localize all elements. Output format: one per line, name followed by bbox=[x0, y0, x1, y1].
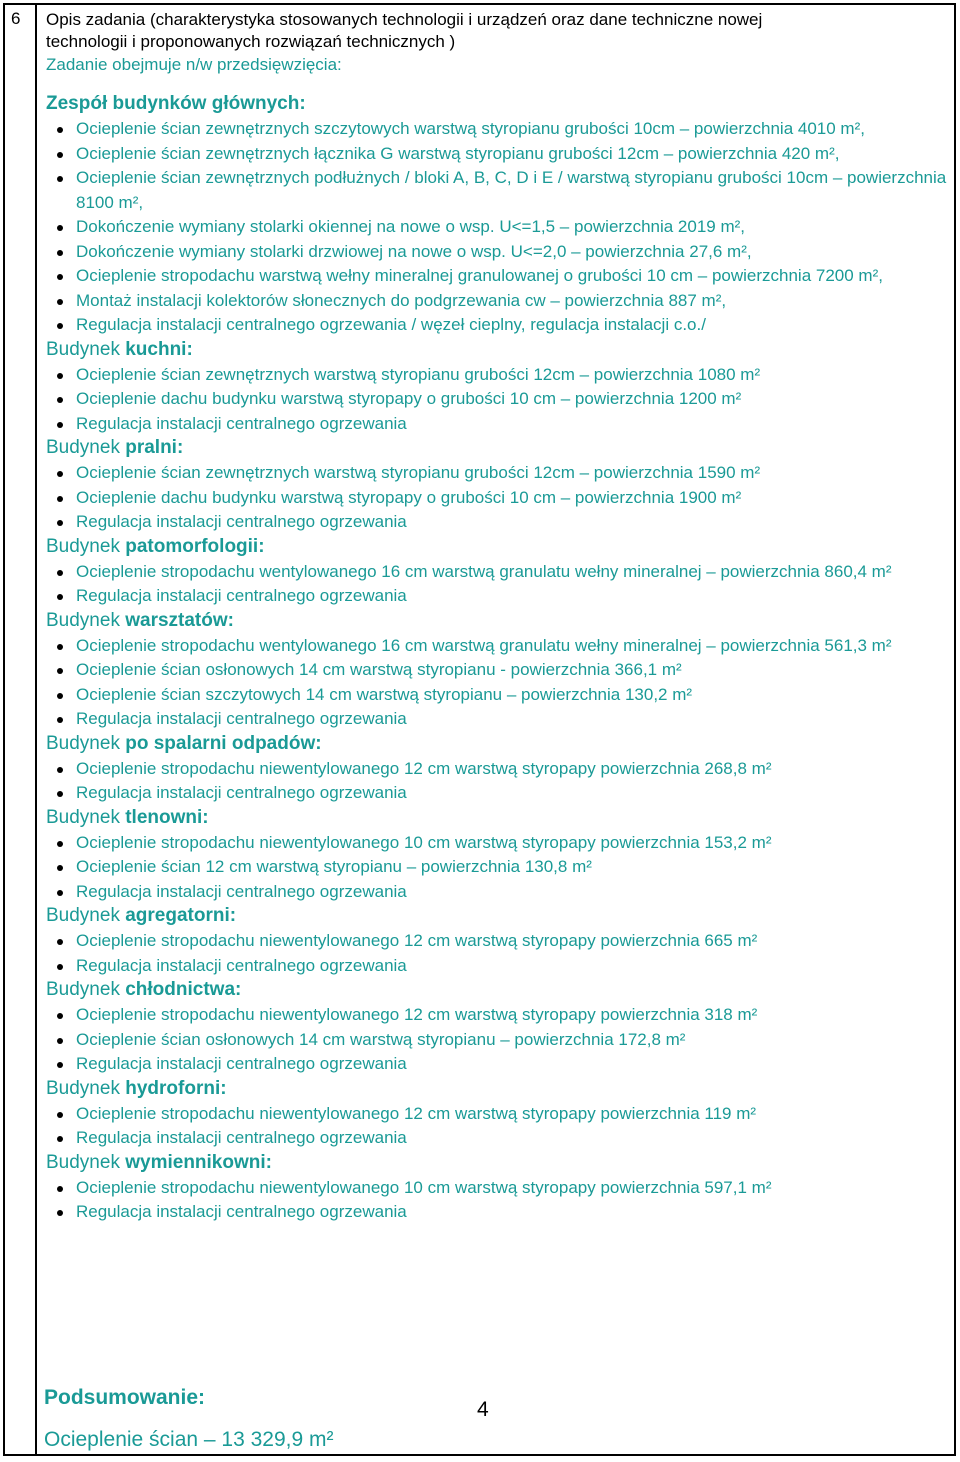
section-title: Budynek chłodnictwa: bbox=[46, 979, 242, 1000]
list-item: Regulacja instalacji centralnego ogrzewania bbox=[46, 1052, 950, 1077]
section-items bbox=[46, 1176, 950, 1225]
section-items bbox=[46, 117, 950, 338]
section-title: Budynek wymiennikowni: bbox=[46, 1151, 272, 1173]
list-item: Ocieplenie stropodachu wentylowanego 16 cm warstwą granulatu wełny mineralnej – powierzchnia 561,3 m² bbox=[46, 634, 950, 659]
section-title: Budynek kuchni: bbox=[46, 338, 193, 360]
page-number: 4 bbox=[477, 1398, 489, 1421]
header-line-2: technologii i proponowanych rozwiązań technicznych ) bbox=[46, 32, 456, 51]
list-item: Regulacja instalacji centralnego ogrzewania bbox=[46, 584, 950, 609]
section-title: Zespół budynków głównych: bbox=[46, 93, 306, 114]
list-item: Ocieplenie ścian zewnętrznych podłużnych / bloki A, B, C, D i E / warstwą styropianu grubości 10cm – powierzchnia 8100 m², bbox=[46, 166, 950, 215]
list-item: Ocieplenie ścian zewnętrznych warstwą styropianu grubości 12cm – powierzchnia 1590 m² bbox=[46, 461, 950, 486]
list-item: Montaż instalacji kolektorów słonecznych do podgrzewania cw – powierzchnia 887 m², bbox=[46, 289, 950, 314]
list-item: Regulacja instalacji centralnego ogrzewania bbox=[46, 510, 950, 535]
description-cell bbox=[46, 9, 950, 1225]
list-item: Ocieplenie stropodachu niewentylowanego 12 cm warstwą styropapy powierzchnia 665 m² bbox=[46, 929, 950, 954]
list-item: Ocieplenie stropodachu niewentylowanego 12 cm warstwą styropapy powierzchnia 318 m² bbox=[46, 1003, 950, 1028]
list-item: Ocieplenie stropodachu niewentylowanego 12 cm warstwą styropapy powierzchnia 268,8 m² bbox=[46, 757, 950, 782]
section-items bbox=[46, 1102, 950, 1151]
list-item: Regulacja instalacji centralnego ogrzewania bbox=[46, 412, 950, 437]
section-title: Budynek pralni: bbox=[46, 437, 184, 458]
list-item: Ocieplenie ścian zewnętrznych łącznika G warstwą styropianu grubości 12cm – powierzchnia 420 m², bbox=[46, 142, 950, 167]
row-number-column bbox=[5, 5, 37, 1454]
section-title: Budynek tlenowni: bbox=[46, 806, 209, 828]
list-item: Regulacja instalacji centralnego ogrzewania bbox=[46, 880, 950, 905]
list-item: Dokończenie wymiany stolarki drzwiowej na nowe o wsp. U<=2,0 – powierzchnia 27,6 m², bbox=[46, 240, 950, 265]
row-number: 6 bbox=[11, 9, 21, 28]
list-item: Ocieplenie stropodachu niewentylowanego 10 cm warstwą styropapy powierzchnia 597,1 m² bbox=[46, 1176, 950, 1201]
section-items bbox=[46, 1003, 950, 1077]
section-title: Budynek warsztatów: bbox=[46, 609, 234, 631]
section-title: Budynek po spalarni odpadów: bbox=[46, 732, 322, 754]
list-item: Ocieplenie ścian 12 cm warstwą styropianu – powierzchnia 130,8 m² bbox=[46, 855, 950, 880]
section-title: Budynek agregatorni: bbox=[46, 905, 237, 926]
list-item: Ocieplenie ścian osłonowych 14 cm warstwą styropianu – powierzchnia 172,8 m² bbox=[46, 1028, 950, 1053]
table-frame bbox=[3, 3, 956, 1456]
list-item: Ocieplenie ścian zewnętrznych szczytowych warstwą styropianu grubości 10cm – powierzchnia 4010 m², bbox=[46, 117, 950, 142]
section-items bbox=[46, 634, 950, 732]
section-title: Budynek patomorfologii: bbox=[46, 535, 265, 557]
summary-title: Podsumowanie: bbox=[44, 1386, 206, 1409]
sections-list bbox=[46, 92, 950, 1225]
list-item: Ocieplenie stropodachu niewentylowanego 10 cm warstwą styropapy powierzchnia 153,2 m² bbox=[46, 831, 950, 856]
list-item: Dokończenie wymiany stolarki okiennej na nowe o wsp. U<=1,5 – powierzchnia 2019 m², bbox=[46, 215, 950, 240]
list-item: Regulacja instalacji centralnego ogrzewania bbox=[46, 781, 950, 806]
list-item: Ocieplenie ścian osłonowych 14 cm warstwą styropianu - powierzchnia 366,1 m² bbox=[46, 658, 950, 683]
section-items bbox=[46, 929, 950, 978]
intro-text: Zadanie obejmuje n/w przedsięwzięcia: bbox=[46, 55, 342, 74]
list-item: Regulacja instalacji centralnego ogrzewania bbox=[46, 1126, 950, 1151]
section-title: Budynek hydroforni: bbox=[46, 1077, 227, 1099]
list-item: Regulacja instalacji centralnego ogrzewania bbox=[46, 954, 950, 979]
list-item: Regulacja instalacji centralnego ogrzewania / węzeł cieplny, regulacja instalacji c.o./ bbox=[46, 313, 950, 338]
summary-line: Ocieplenie ścian – 13 329,9 m² bbox=[44, 1428, 334, 1451]
list-item: Ocieplenie dachu budynku warstwą styropapy o grubości 10 cm – powierzchnia 1900 m² bbox=[46, 486, 950, 511]
section-items bbox=[46, 461, 950, 535]
section-items bbox=[46, 560, 950, 609]
list-item: Ocieplenie stropodachu niewentylowanego 12 cm warstwą styropapy powierzchnia 119 m² bbox=[46, 1102, 950, 1127]
section-items bbox=[46, 831, 950, 905]
list-item: Ocieplenie stropodachu wentylowanego 16 cm warstwą granulatu wełny mineralnej – powierzchnia 860,4 m² bbox=[46, 560, 950, 585]
section-items bbox=[46, 363, 950, 437]
list-item: Ocieplenie stropodachu warstwą wełny mineralnej granulowanej o grubości 10 cm – powierzchnia 7200 m², bbox=[46, 264, 950, 289]
header-line-1: Opis zadania (charakterystyka stosowanych technologii i urządzeń oraz dane techniczne nowej bbox=[46, 10, 763, 29]
section-items bbox=[46, 757, 950, 806]
list-item: Ocieplenie ścian zewnętrznych warstwą styropianu grubości 12cm – powierzchnia 1080 m² bbox=[46, 363, 950, 388]
list-item: Ocieplenie ścian szczytowych 14 cm warstwą styropianu – powierzchnia 130,2 m² bbox=[46, 683, 950, 708]
list-item: Regulacja instalacji centralnego ogrzewania bbox=[46, 1200, 950, 1225]
list-item: Ocieplenie dachu budynku warstwą styropapy o grubości 10 cm – powierzchnia 1200 m² bbox=[46, 387, 950, 412]
list-item: Regulacja instalacji centralnego ogrzewania bbox=[46, 707, 950, 732]
